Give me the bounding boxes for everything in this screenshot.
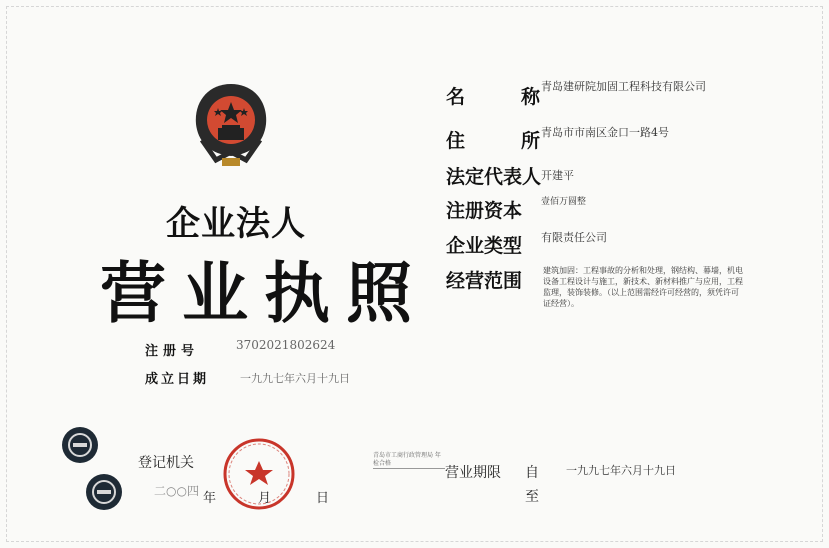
business-scope-value: 建筑加固：工程事故的分析和处理，钢结构、幕墙，机电设备工程设计与施工，新技术、新材料推广与应用，工程监理，装饰装修。（以上范围需经许可经营的，须凭许可证经营）。 [543, 266, 743, 308]
term-from-value: 一九九七年六月十九日 [566, 464, 676, 477]
term-from-label: 自 [525, 465, 539, 481]
authority-label: 登记机关 [138, 455, 194, 471]
month-label: 月 [258, 491, 272, 506]
registered-capital-label: 注册资本 [446, 200, 523, 222]
annual-inspection-stamp: 青岛市工商行政管理局 年检合格 [373, 452, 445, 469]
est-date-label: 成立日期 [145, 372, 210, 387]
est-date-value: 一九九七年六月十九日 [240, 372, 350, 385]
reg-no-label: 注册号 [145, 344, 200, 359]
title-enterprise-legal-person: 企业法人 [166, 204, 306, 244]
enterprise-type-value: 有限责任公司 [541, 231, 607, 244]
issue-year-value: 二○○四 [154, 484, 199, 498]
inspection-seal-icon [60, 425, 100, 465]
day-label: 日 [316, 491, 330, 506]
inspection-seal-icon [84, 472, 124, 512]
reg-no-value: 3702021802624 [236, 338, 336, 352]
term-to-label: 至 [525, 489, 539, 505]
national-emblem-icon [188, 80, 274, 170]
address-value: 青岛市市南区金口一路4号 [541, 126, 669, 139]
year-label: 年 [203, 491, 217, 506]
name-value: 青岛建研院加固工程科技有限公司 [541, 80, 706, 93]
business-scope-label: 经营范围 [446, 270, 523, 292]
name-label: 名 称 [446, 86, 547, 108]
business-term-label: 营业期限 [445, 465, 501, 481]
address-label: 住 所 [446, 130, 547, 152]
legal-rep-label: 法定代表人 [446, 166, 542, 188]
legal-rep-value: 开建平 [541, 169, 574, 182]
registered-capital-value: 壹佰万圆整 [541, 197, 587, 207]
title-business-license: 营业执照 [100, 254, 428, 332]
enterprise-type-label: 企业类型 [446, 235, 523, 257]
